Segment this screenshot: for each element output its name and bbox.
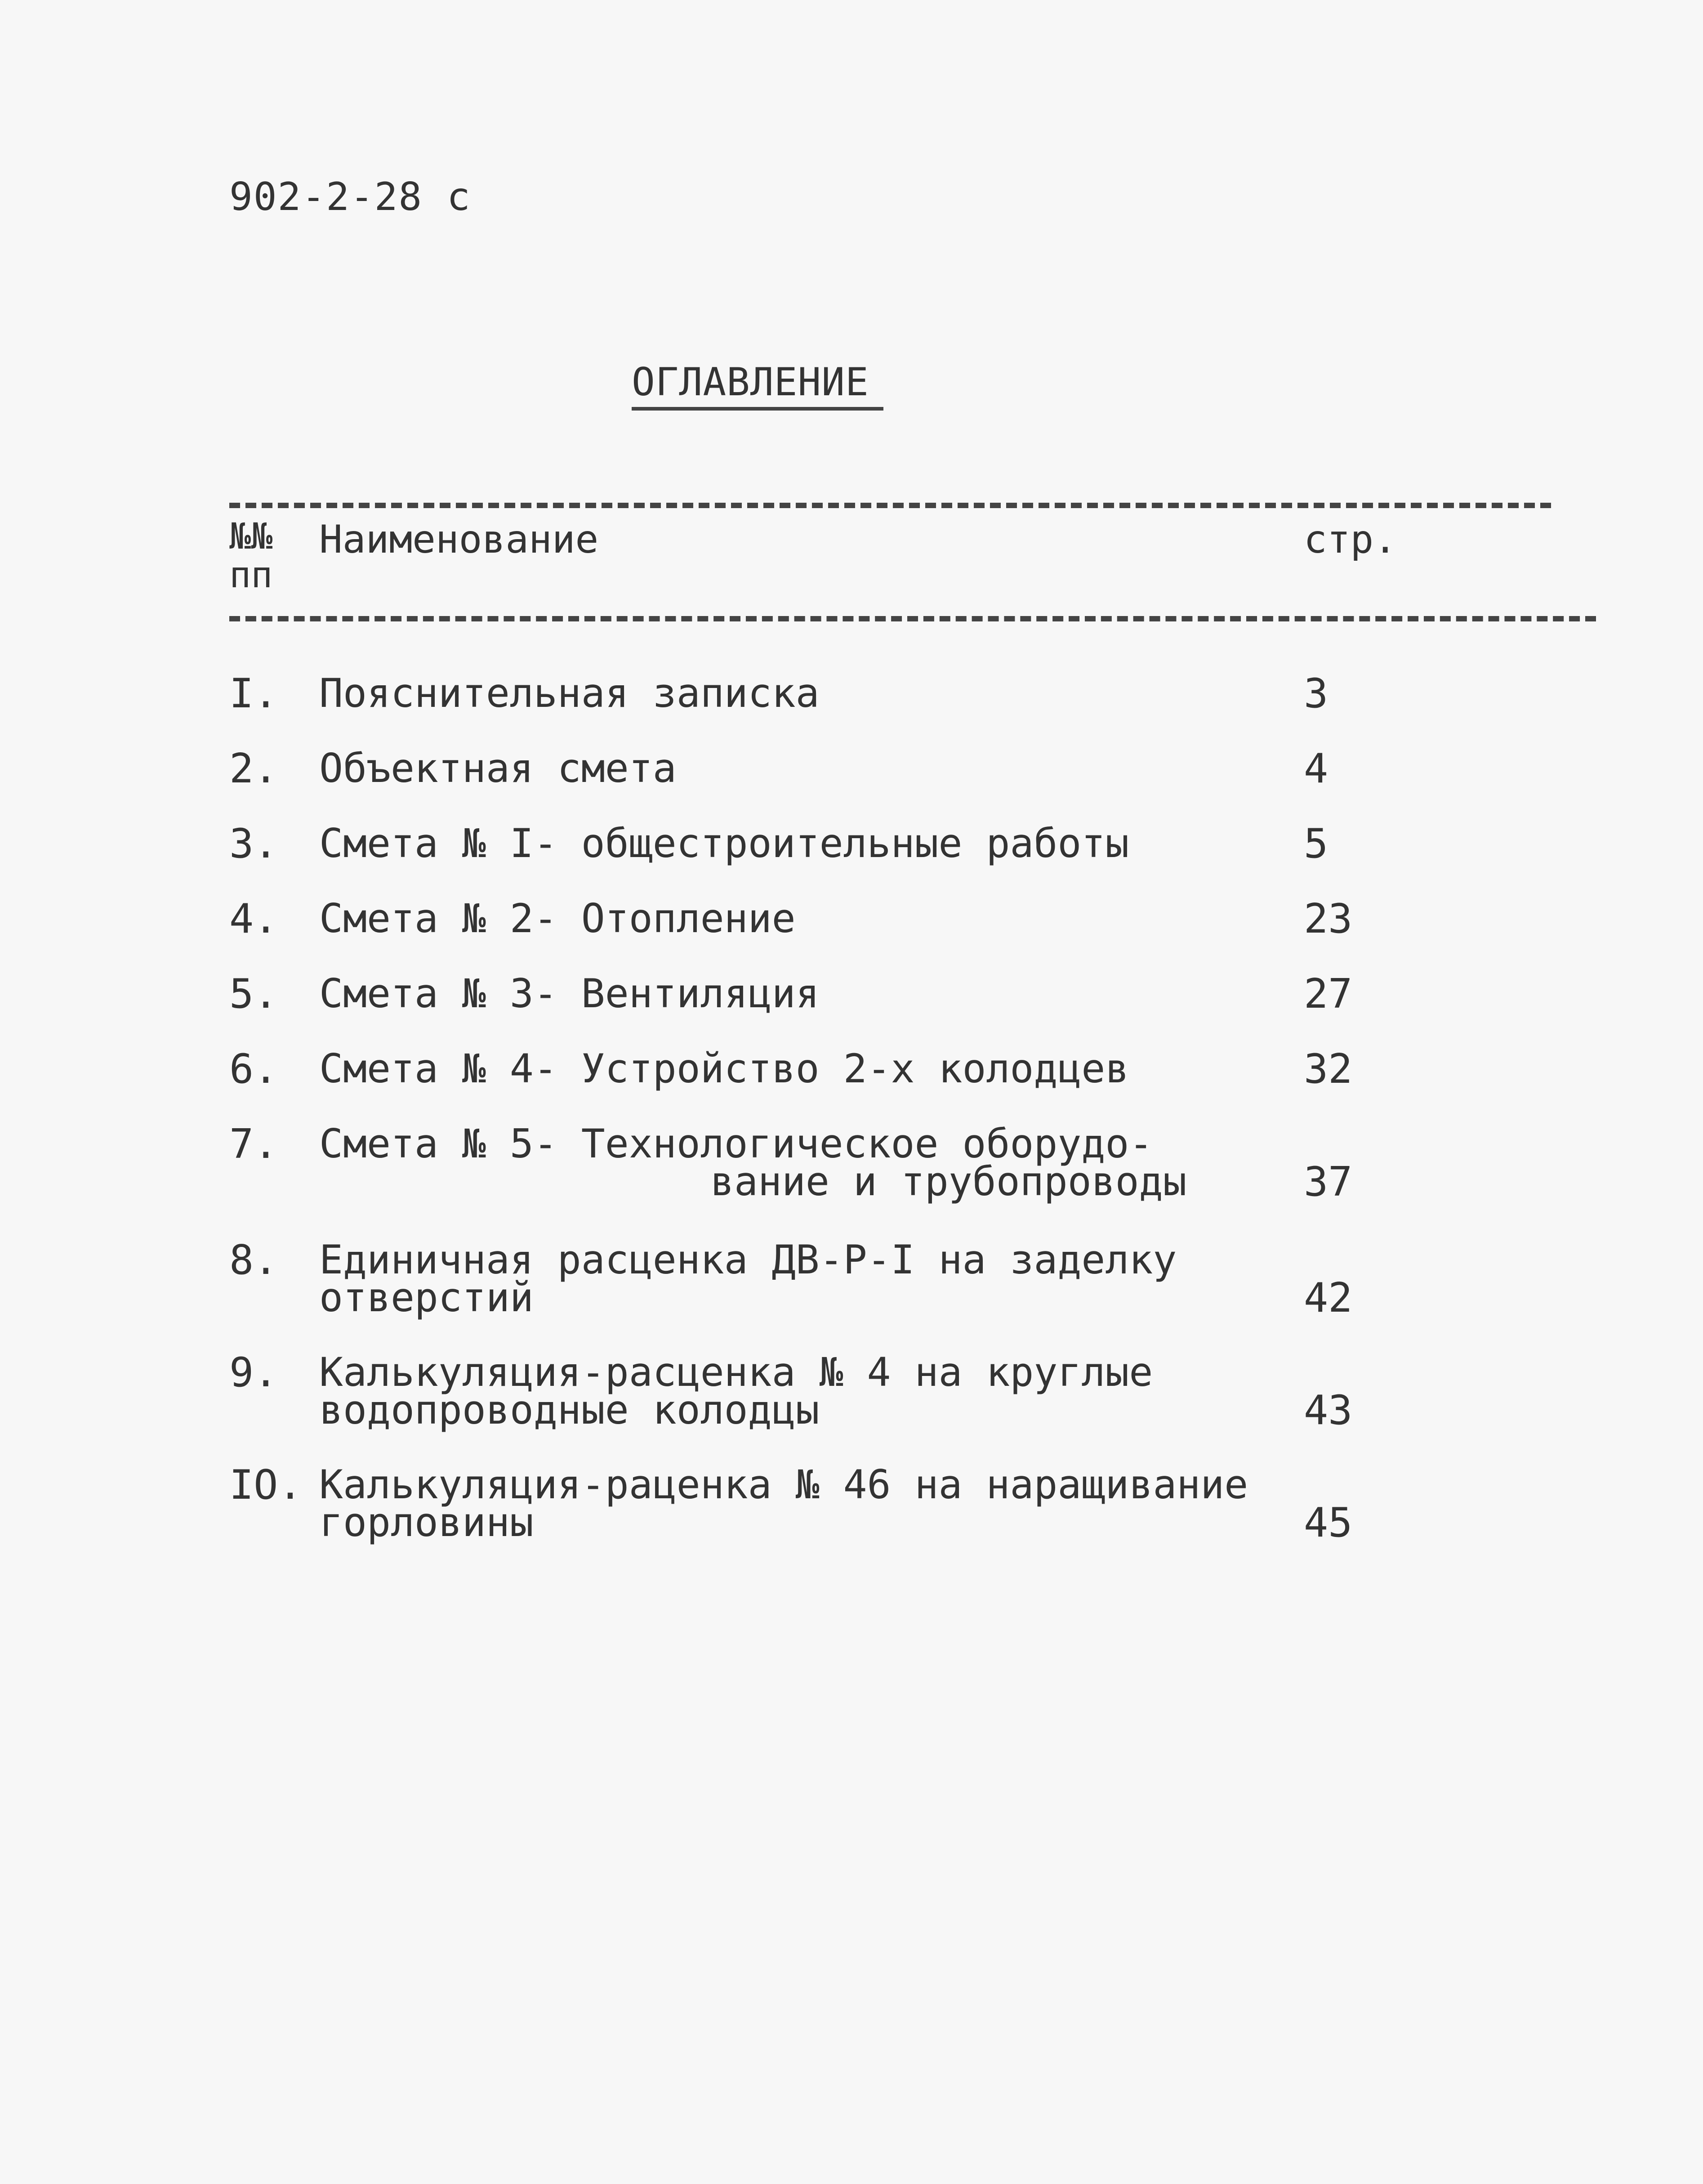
document-code: 902-2-28 с — [229, 174, 471, 219]
column-header-name: Наименование — [319, 517, 599, 562]
toc-entry — [229, 1121, 1578, 1210]
toc-entry — [229, 820, 1578, 892]
toc-entry-title: Смета № 4- Устройство 2-х колодцев — [319, 1045, 1129, 1092]
toc-entry-title-continuation: вание и трубопроводы — [710, 1158, 1187, 1205]
column-header-number: №№ пп — [229, 515, 273, 596]
toc-entry — [229, 670, 1578, 742]
toc-entry-number: 9. — [229, 1349, 278, 1396]
toc-entry-page: 5 — [1304, 820, 1329, 867]
toc-entry-page: 27 — [1304, 970, 1353, 1018]
toc-entry-page: 42 — [1304, 1274, 1353, 1322]
toc-entry-page: 43 — [1304, 1387, 1353, 1434]
toc-entry-title-continuation: горловины — [319, 1499, 534, 1545]
toc-entry-number: 5. — [229, 970, 278, 1018]
page-title: ОГЛАВЛЕНИЕ — [632, 360, 869, 405]
toc-entry-number: 3. — [229, 820, 278, 867]
toc-entry-number: 6. — [229, 1045, 278, 1093]
column-header-page: стр. — [1304, 517, 1397, 562]
toc-entry-number: 2. — [229, 745, 278, 792]
toc-entry — [229, 745, 1578, 817]
toc-entry — [229, 970, 1578, 1042]
toc-entry-title: Калькуляция-раценка № 46 на наращивание — [319, 1461, 1248, 1508]
title-underline — [632, 407, 883, 411]
toc-entry-title: Смета № 2- Отопление — [319, 895, 796, 942]
toc-entry — [229, 1349, 1578, 1439]
toc-entry-page: 32 — [1304, 1045, 1353, 1093]
toc-entry-title-continuation: отверстий — [319, 1274, 534, 1321]
toc-entry-number: I. — [229, 670, 278, 717]
toc-entry — [229, 1045, 1578, 1117]
toc-entry-title: Смета № 5- Технологическое оборудо- — [319, 1121, 1153, 1167]
toc-entry-number: 7. — [229, 1121, 278, 1168]
toc-entry-page: 37 — [1304, 1158, 1353, 1206]
toc-entry-title: Пояснительная записка — [319, 670, 820, 716]
toc-entry-page: 4 — [1304, 745, 1329, 792]
toc-entry-page: 3 — [1304, 670, 1329, 717]
toc-entry — [229, 1461, 1578, 1551]
toc-entry-page: 23 — [1304, 895, 1353, 942]
toc-entry-title-continuation: водопроводные колодцы — [319, 1387, 820, 1433]
toc-entry-title: Смета № 3- Вентиляция — [319, 970, 820, 1017]
toc-entry-title: Калькуляция-расценка № 4 на круглые — [319, 1349, 1153, 1395]
toc-entry — [229, 1237, 1578, 1326]
toc-entry-page: 45 — [1304, 1499, 1353, 1546]
toc-entry-number: 8. — [229, 1237, 278, 1284]
header-top-rule — [229, 503, 1551, 508]
header-bottom-rule — [229, 616, 1596, 621]
toc-entry-number: IO. — [229, 1461, 303, 1509]
toc-entry-number: 4. — [229, 895, 278, 942]
toc-entry-title: Единичная расценка ДВ-Р-I на заделку — [319, 1237, 1177, 1283]
toc-entry — [229, 895, 1578, 967]
toc-entry-title: Объектная смета — [319, 745, 677, 791]
toc-entry-title: Смета № I- общестроительные работы — [319, 820, 1129, 866]
